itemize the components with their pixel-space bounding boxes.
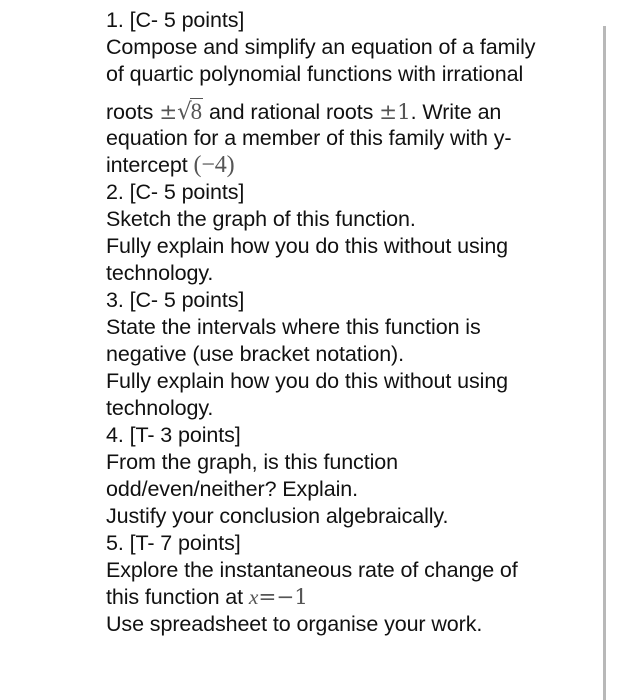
q5-header: 5. [T- 7 points] [106, 531, 241, 555]
sqrt-symbol: √ [177, 99, 192, 125]
q5-line-2-prefix: this function at [106, 585, 244, 609]
rational-root-value: ±1 [379, 100, 411, 125]
sqrt-argument: 8 [190, 99, 203, 124]
q5-line-1: Explore the instantaneous rate of change of [106, 558, 518, 582]
q4-header: 4. [T- 3 points] [106, 423, 241, 447]
q5-line-3: Use spreadsheet to organise your work. [106, 612, 483, 636]
q1-roots-end: . Write an [410, 100, 502, 124]
q2-line-3: technology. [106, 261, 214, 285]
q2-line-1: Sketch the graph of this function. [106, 207, 416, 231]
irrational-pm-symbol: ± [159, 100, 178, 125]
math-value: −1 [276, 585, 308, 610]
vertical-scrollbar[interactable] [603, 26, 606, 700]
q2-line-2: Fully explain how you do this without using [106, 234, 509, 258]
q3-line-3: Fully explain how you do this without using [106, 369, 509, 393]
assignment-text [106, 7, 596, 638]
q1-line-3 [106, 88, 596, 125]
q4-line-2: odd/even/neither? Explain. [106, 477, 358, 501]
q1-header: 1. [C- 5 points] [106, 8, 245, 32]
q5-line-2 [106, 584, 596, 611]
q3-line-1: State the intervals where this function is [106, 315, 481, 339]
math-equals: = [258, 585, 277, 610]
sqrt-eight [177, 98, 203, 126]
q3-header: 3. [C- 5 points] [106, 288, 245, 312]
q3-line-2: negative (use bracket notation). [106, 342, 404, 366]
intercept-value: (−4) [193, 152, 235, 178]
q1-roots-word: roots [106, 100, 154, 124]
q4-line-1: From the graph, is this function [106, 450, 398, 474]
q1-intercept-word: intercept [106, 153, 188, 177]
q3-line-4: technology. [106, 396, 214, 420]
q1-line-1: Compose and simplify an equation of a family [106, 35, 536, 59]
q1-line-5 [106, 152, 596, 179]
q1-roots-middle: and rational roots [208, 100, 374, 124]
q2-header: 2. [C- 5 points] [106, 180, 245, 204]
math-variable-x: x [248, 585, 259, 609]
q1-line-4: equation for a member of this family with y- [106, 126, 512, 150]
q4-line-3: Justify your conclusion algebraically. [106, 504, 449, 528]
q1-line-2: of quartic polynomial functions with irrational [106, 62, 524, 86]
